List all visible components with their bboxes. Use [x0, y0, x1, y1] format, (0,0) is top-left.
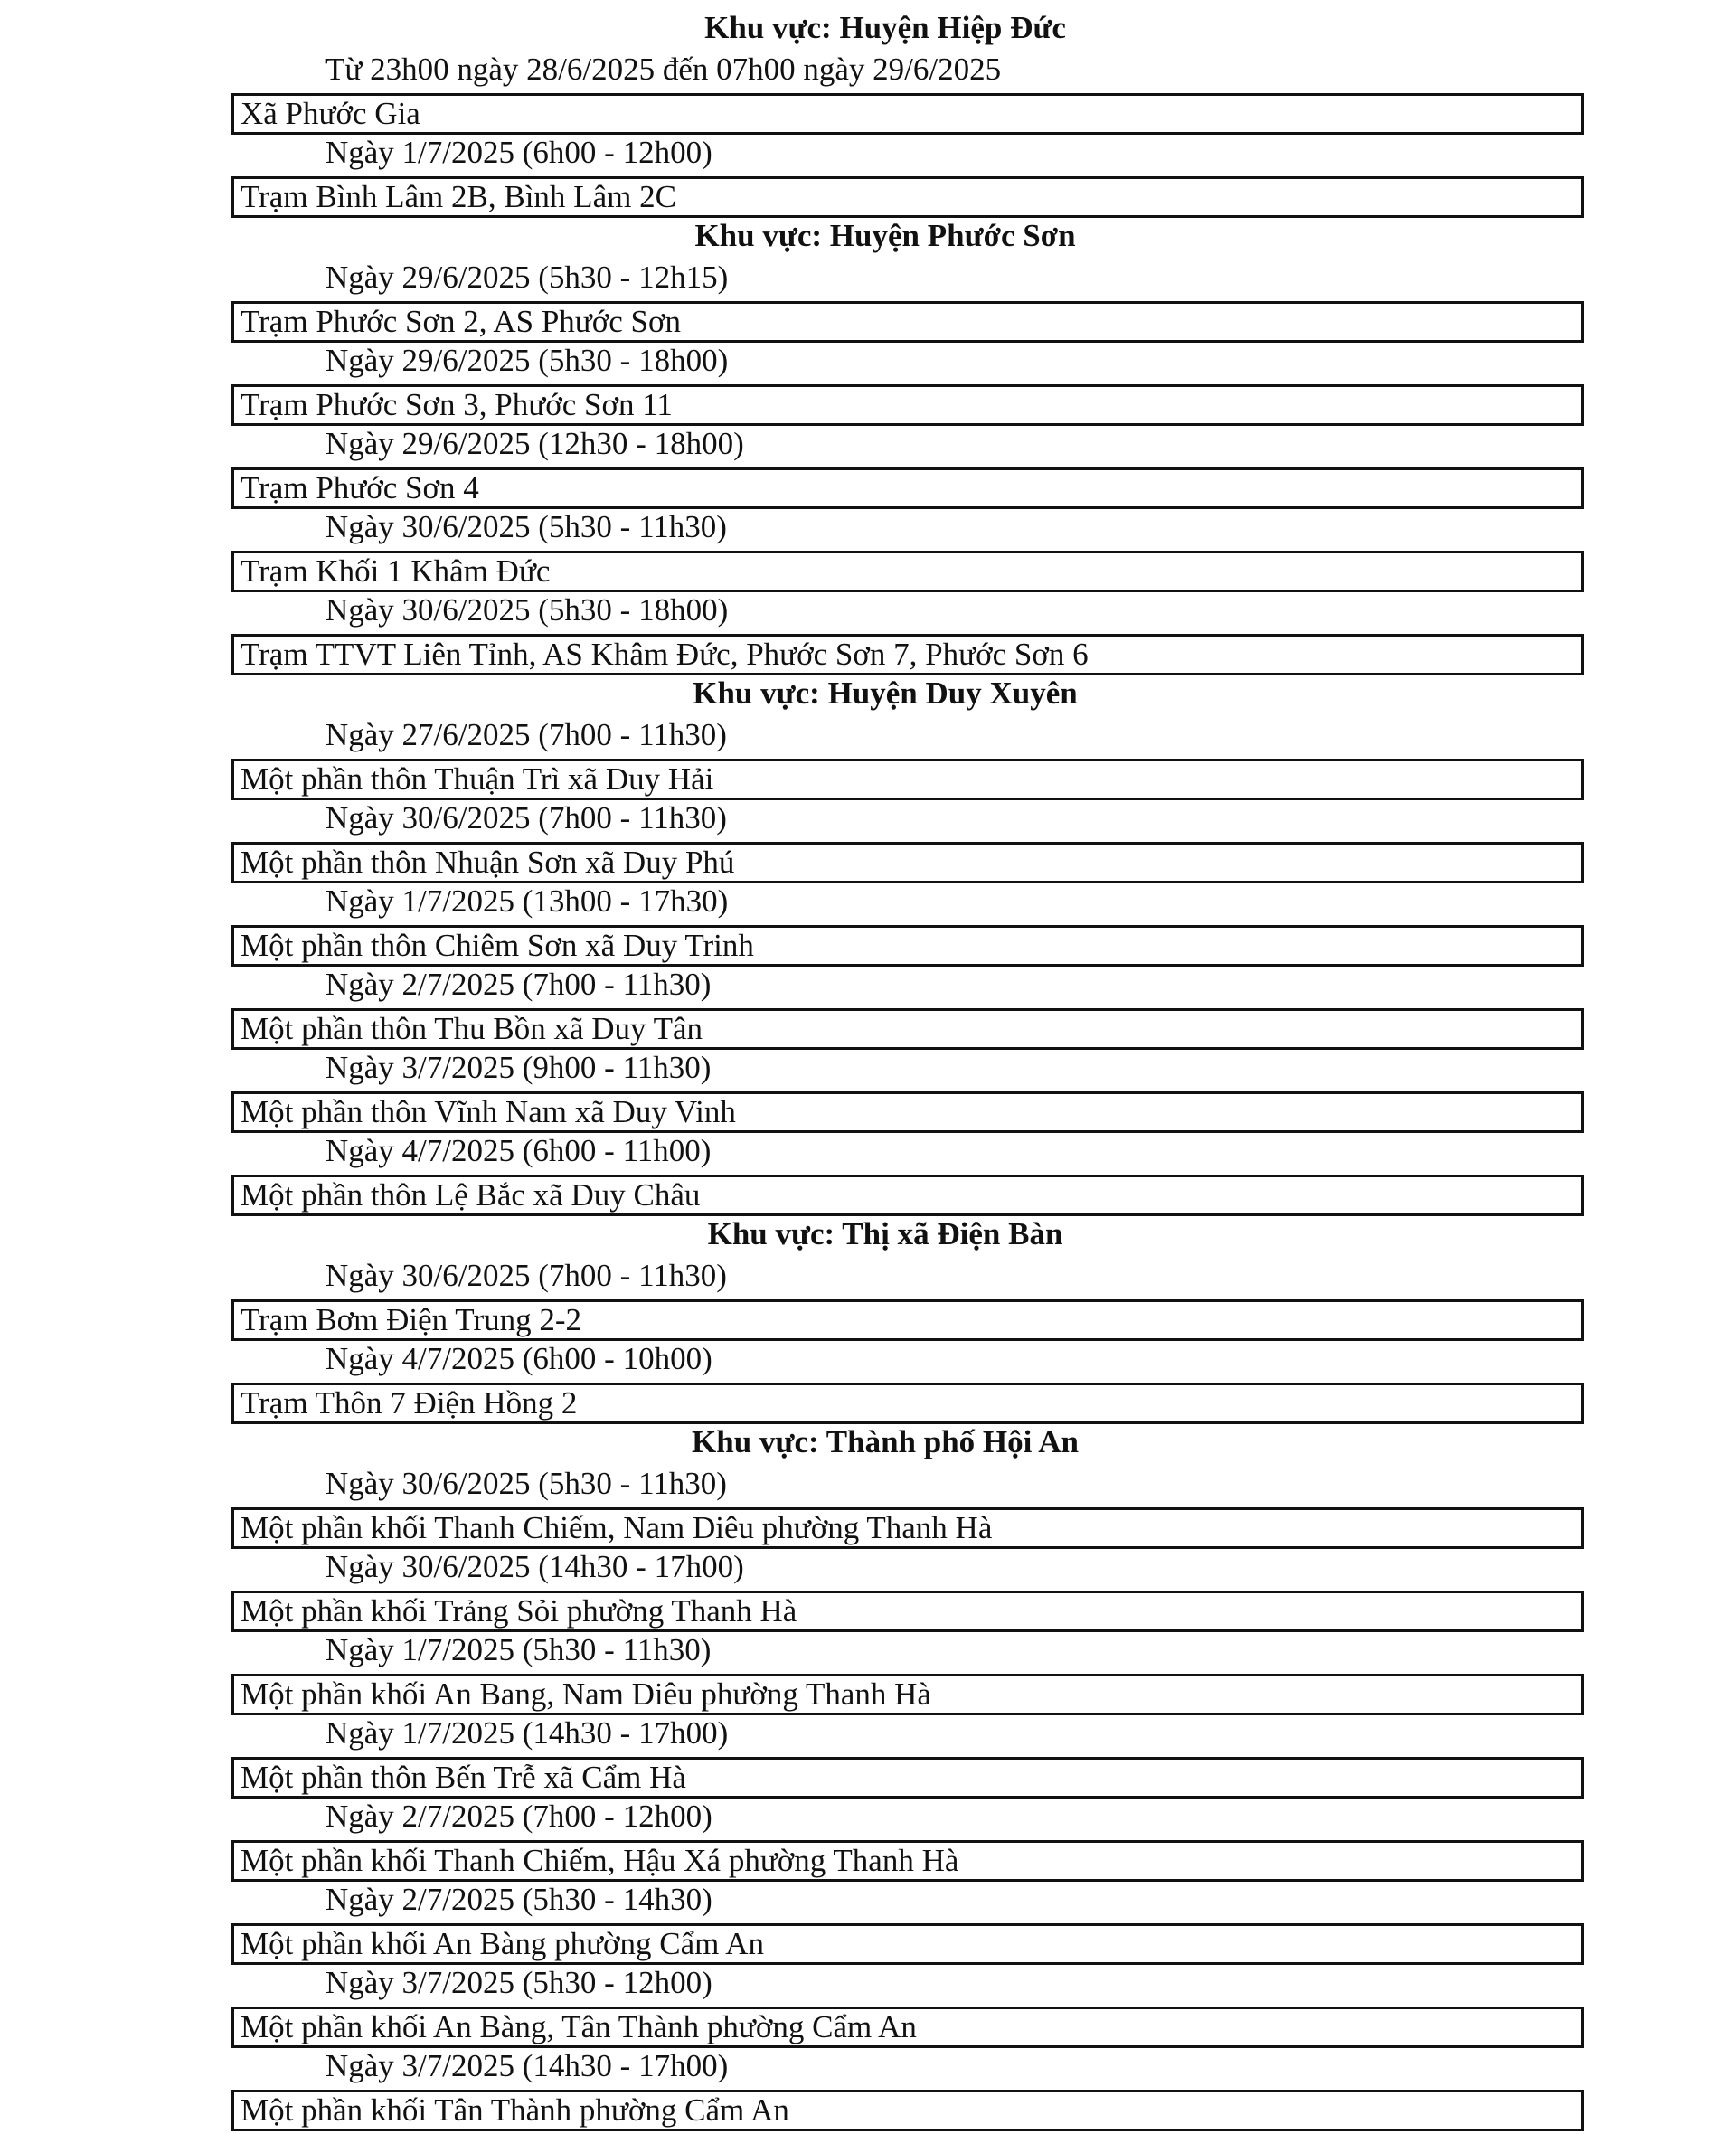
- entry-date: Ngày 2/7/2025 (7h00 - 12h00): [326, 1799, 712, 1834]
- entry-location: Xã Phước Gia: [231, 93, 1584, 135]
- entry-location: Một phần khối Tân Thành phường Cẩm An: [231, 2090, 1584, 2131]
- entry-location: Một phần thôn Nhuận Sơn xã Duy Phú: [231, 842, 1584, 883]
- entry-location: Một phần khối Trảng Sỏi phường Thanh Hà: [231, 1591, 1584, 1632]
- entry-location: Trạm Phước Sơn 4: [231, 467, 1584, 509]
- entry-location: Trạm Phước Sơn 2, AS Phước Sơn: [231, 301, 1584, 343]
- entry-location: Trạm Bơm Điện Trung 2-2: [231, 1299, 1584, 1341]
- entry-location: Một phần khối Thanh Chiếm, Hậu Xá phường Thanh Hà: [231, 1840, 1584, 1882]
- entry-location: Một phần thôn Lệ Bắc xã Duy Châu: [231, 1175, 1584, 1216]
- entry-date: Ngày 29/6/2025 (12h30 - 18h00): [326, 426, 744, 461]
- entry-date: Ngày 30/6/2025 (7h00 - 11h30): [326, 800, 727, 836]
- entry-date: Ngày 30/6/2025 (5h30 - 11h30): [326, 509, 727, 544]
- entry-date: Ngày 1/7/2025 (13h00 - 17h30): [326, 883, 729, 919]
- section-heading: Khu vực: Huyện Duy Xuyên: [693, 675, 1078, 711]
- entry-location: Một phần thôn Thuận Trì xã Duy Hải: [231, 759, 1584, 800]
- entry-date: Ngày 29/6/2025 (5h30 - 12h15): [326, 260, 729, 295]
- entry-date: Ngày 30/6/2025 (5h30 - 11h30): [326, 1466, 727, 1501]
- entry-location: Trạm TTVT Liên Tỉnh, AS Khâm Đức, Phước Sơn 7, Phước Sơn 6: [231, 634, 1584, 675]
- entry-location: Trạm Khối 1 Khâm Đức: [231, 551, 1584, 592]
- entry-date: Ngày 4/7/2025 (6h00 - 11h00): [326, 1133, 712, 1168]
- entry-location: Một phần khối An Bang, Nam Diêu phường Thanh Hà: [231, 1674, 1584, 1715]
- entry-location: Một phần khối Thanh Chiếm, Nam Diêu phường Thanh Hà: [231, 1507, 1584, 1549]
- entry-date: Ngày 3/7/2025 (5h30 - 12h00): [326, 1965, 712, 2000]
- entry-date: Ngày 2/7/2025 (7h00 - 11h30): [326, 967, 712, 1002]
- entry-location: Một phần khối An Bàng, Tân Thành phường Cẩm An: [231, 2007, 1584, 2048]
- entry-date: Từ 23h00 ngày 28/6/2025 đến 07h00 ngày 29/6/2025: [326, 52, 1002, 87]
- entry-date: Ngày 30/6/2025 (5h30 - 18h00): [326, 592, 729, 628]
- entry-date: Ngày 4/7/2025 (6h00 - 10h00): [326, 1341, 712, 1376]
- section-heading: Khu vực: Huyện Phước Sơn: [694, 218, 1076, 253]
- entry-location: Một phần khối An Bàng phường Cẩm An: [231, 1923, 1584, 1965]
- entry-location: Trạm Phước Sơn 3, Phước Sơn 11: [231, 384, 1584, 426]
- entry-date: Ngày 2/7/2025 (5h30 - 14h30): [326, 1882, 712, 1917]
- entry-location: Một phần thôn Bến Trễ xã Cẩm Hà: [231, 1757, 1584, 1799]
- entry-date: Ngày 1/7/2025 (14h30 - 17h00): [326, 1715, 729, 1751]
- entry-date: Ngày 1/7/2025 (5h30 - 11h30): [326, 1632, 712, 1667]
- entry-date: Ngày 1/7/2025 (6h00 - 12h00): [326, 135, 712, 170]
- entry-date: Ngày 30/6/2025 (7h00 - 11h30): [326, 1258, 727, 1293]
- entry-location: Trạm Bình Lâm 2B, Bình Lâm 2C: [231, 176, 1584, 218]
- entry-location: Một phần thôn Vĩnh Nam xã Duy Vinh: [231, 1091, 1584, 1133]
- entry-location: Một phần thôn Thu Bồn xã Duy Tân: [231, 1008, 1584, 1050]
- section-heading: Khu vực: Huyện Hiệp Đức: [704, 10, 1066, 45]
- entry-date: Ngày 29/6/2025 (5h30 - 18h00): [326, 343, 729, 378]
- section-heading: Khu vực: Thị xã Điện Bàn: [707, 1216, 1063, 1251]
- entry-location: Trạm Thôn 7 Điện Hồng 2: [231, 1383, 1584, 1424]
- entry-date: Ngày 27/6/2025 (7h00 - 11h30): [326, 717, 727, 752]
- entry-date: Ngày 3/7/2025 (14h30 - 17h00): [326, 2048, 729, 2083]
- section-heading: Khu vực: Thành phố Hội An: [692, 1424, 1079, 1459]
- entry-date: Ngày 30/6/2025 (14h30 - 17h00): [326, 1549, 744, 1584]
- entry-location: Một phần thôn Chiêm Sơn xã Duy Trinh: [231, 925, 1584, 967]
- entry-date: Ngày 3/7/2025 (9h00 - 11h30): [326, 1050, 712, 1085]
